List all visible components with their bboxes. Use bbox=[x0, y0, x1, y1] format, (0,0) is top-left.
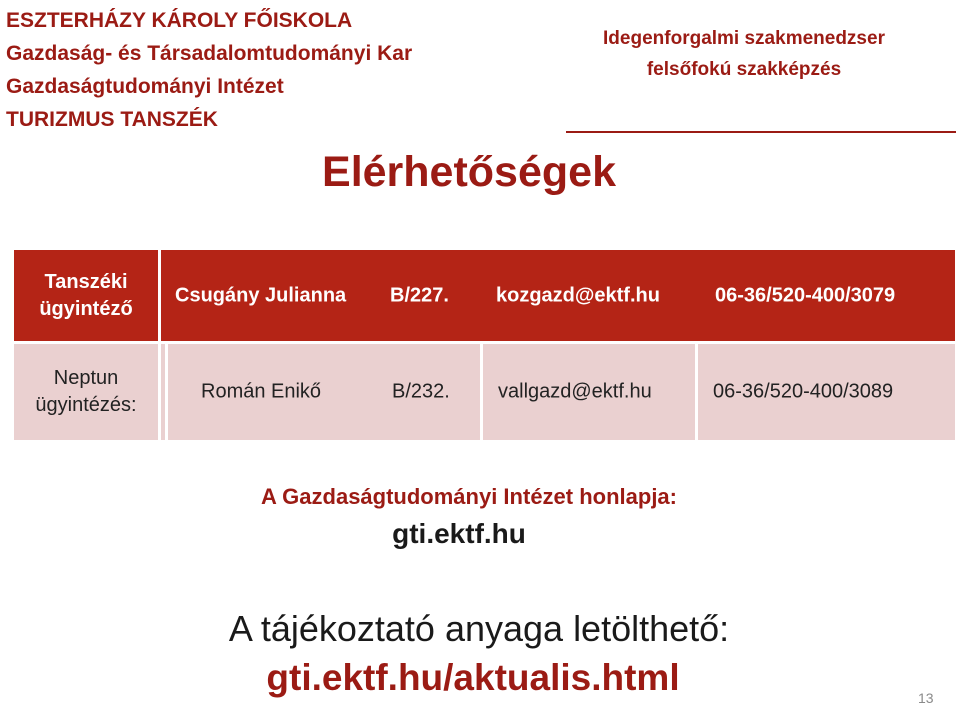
page-title: Elérhetőségek bbox=[322, 148, 616, 196]
contact-role: Tanszéki ügyintéző bbox=[14, 250, 161, 341]
contact-details bbox=[165, 344, 955, 440]
program-line-2: felsőfokú szakképzés bbox=[646, 59, 842, 80]
contact-phone: 06-36/520-400/3079 bbox=[715, 284, 896, 306]
cell-divider bbox=[480, 344, 483, 440]
contact-room: B/232. bbox=[392, 380, 450, 403]
contact-row bbox=[14, 344, 955, 440]
program-line-1: Idegenforgalmi szakmenedzser bbox=[603, 28, 885, 49]
contact-email[interactable]: vallgazd@ektf.hu bbox=[498, 380, 652, 403]
contact-room: B/227. bbox=[390, 284, 449, 306]
page-number: 13 bbox=[918, 690, 934, 706]
homepage-label: A Gazdaságtudományi Intézet honlapja: bbox=[260, 484, 677, 509]
download-link[interactable]: gti.ektf.hu/aktualis.html bbox=[266, 657, 680, 698]
contact-phone: 06-36/520-400/3089 bbox=[713, 380, 894, 403]
contact-role: Neptun ügyintézés: bbox=[14, 344, 161, 440]
contact-email[interactable]: kozgazd@ektf.hu bbox=[496, 284, 660, 306]
program-block bbox=[560, 23, 928, 85]
header-divider bbox=[566, 131, 956, 133]
contacts-table bbox=[14, 250, 955, 440]
download-label: A tájékoztató anyaga letölthető: bbox=[228, 608, 730, 649]
contact-name: Román Enikő bbox=[201, 380, 322, 403]
contact-details bbox=[161, 250, 955, 341]
cell-divider bbox=[695, 344, 698, 440]
institution-line: ESZTERHÁZY KÁROLY FŐISKOLA bbox=[6, 9, 353, 32]
homepage-link[interactable]: gti.ektf.hu bbox=[392, 518, 526, 549]
institution-block bbox=[6, 4, 412, 136]
contact-row bbox=[14, 250, 955, 341]
institution-line: Gazdaság- és Társadalomtudományi Kar bbox=[6, 42, 413, 65]
contact-name: Csugány Julianna bbox=[175, 284, 347, 306]
institution-line: Gazdaságtudományi Intézet bbox=[6, 75, 284, 98]
institution-line: TURIZMUS TANSZÉK bbox=[6, 108, 218, 131]
